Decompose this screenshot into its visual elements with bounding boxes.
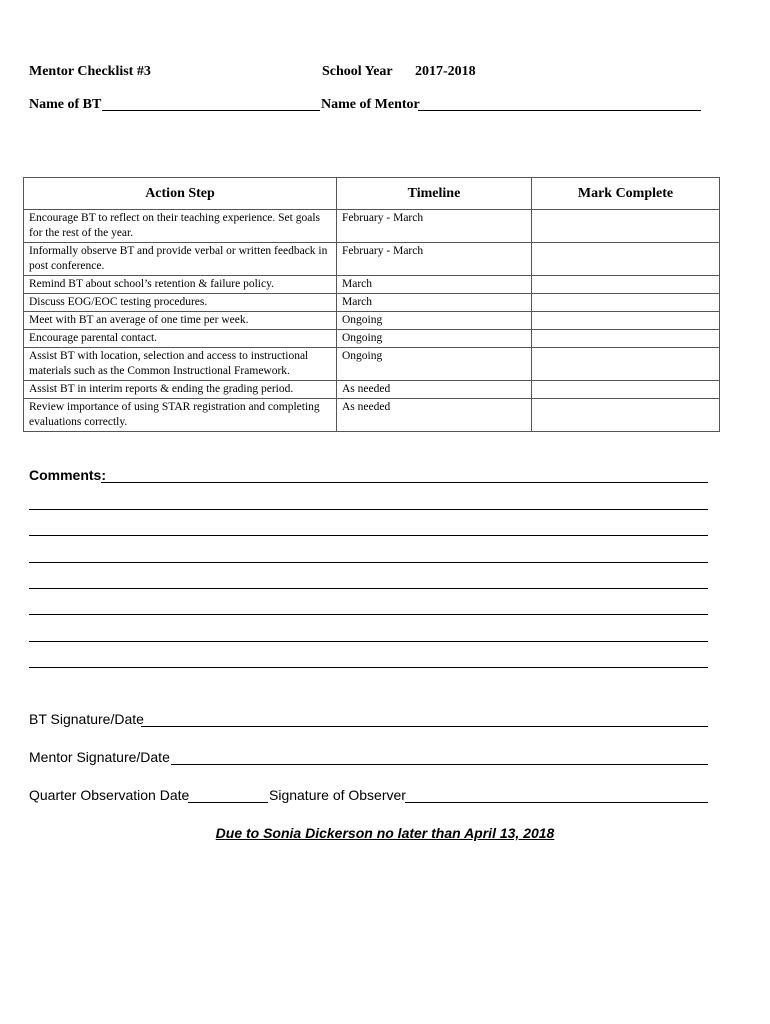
comments-line[interactable] <box>29 588 708 589</box>
mentor-name-label: Name of Mentor <box>321 97 420 112</box>
comments-line[interactable] <box>29 614 708 615</box>
bt-signature-field[interactable] <box>141 726 708 727</box>
action-cell: Encourage BT to reflect on their teaching experience. Set goals for the rest of the year. <box>24 210 337 243</box>
table-row <box>24 399 720 432</box>
mentor-name-field[interactable] <box>418 110 701 111</box>
action-cell: Assist BT with location, selection and access to instructional materials such as the Common Instructional Framework. <box>24 348 337 381</box>
mark-complete-cell[interactable] <box>532 243 720 276</box>
table-row <box>24 294 720 312</box>
due-notice: Due to Sonia Dickerson no later than April 13, 2018 <box>215 825 555 841</box>
column-header-mark-complete: Mark Complete <box>532 178 720 210</box>
table-row <box>24 312 720 330</box>
quarter-observation-date-field[interactable] <box>188 802 268 803</box>
column-header-timeline: Timeline <box>337 178 532 210</box>
mark-complete-cell[interactable] <box>532 381 720 399</box>
mentor-signature-field[interactable] <box>171 764 708 765</box>
bt-signature-label: BT Signature/Date <box>29 711 144 727</box>
mark-complete-cell[interactable] <box>532 276 720 294</box>
timeline-cell: February - March <box>337 243 532 276</box>
comments-line[interactable] <box>29 535 708 536</box>
table-row <box>24 381 720 399</box>
action-cell: Assist BT in interim reports & ending the grading period. <box>24 381 337 399</box>
comments-line[interactable] <box>29 667 708 668</box>
checklist-table <box>23 177 720 432</box>
table-row <box>24 330 720 348</box>
timeline-cell: As needed <box>337 399 532 432</box>
comments-label: Comments: <box>29 467 107 483</box>
timeline-cell: Ongoing <box>337 330 532 348</box>
observer-signature-label: Signature of Observer <box>269 787 406 803</box>
comments-line[interactable] <box>101 482 708 483</box>
school-year-value: 2017-2018 <box>415 64 476 79</box>
table-header-row <box>24 178 720 210</box>
comments-line[interactable] <box>29 562 708 563</box>
timeline-cell: March <box>337 276 532 294</box>
action-cell: Discuss EOG/EOC testing procedures. <box>24 294 337 312</box>
action-cell: Remind BT about school’s retention & failure policy. <box>24 276 337 294</box>
mark-complete-cell[interactable] <box>532 294 720 312</box>
table-row <box>24 210 720 243</box>
comments-line[interactable] <box>29 641 708 642</box>
action-cell: Informally observe BT and provide verbal or written feedback in post conference. <box>24 243 337 276</box>
table-row <box>24 348 720 381</box>
school-year-label: School Year <box>322 64 393 79</box>
mentor-signature-label: Mentor Signature/Date <box>29 749 170 765</box>
timeline-cell: February - March <box>337 210 532 243</box>
action-cell: Encourage parental contact. <box>24 330 337 348</box>
action-cell: Review importance of using STAR registration and completing evaluations correctly. <box>24 399 337 432</box>
action-cell: Meet with BT an average of one time per week. <box>24 312 337 330</box>
bt-name-label: Name of BT <box>29 97 102 112</box>
timeline-cell: Ongoing <box>337 312 532 330</box>
observer-signature-field[interactable] <box>405 802 708 803</box>
mark-complete-cell[interactable] <box>532 312 720 330</box>
timeline-cell: Ongoing <box>337 348 532 381</box>
bt-name-field[interactable] <box>102 110 320 111</box>
timeline-cell: As needed <box>337 381 532 399</box>
table-row <box>24 276 720 294</box>
comments-line[interactable] <box>29 509 708 510</box>
quarter-observation-label: Quarter Observation Date <box>29 787 190 803</box>
mark-complete-cell[interactable] <box>532 348 720 381</box>
table-row <box>24 243 720 276</box>
mark-complete-cell[interactable] <box>532 330 720 348</box>
timeline-cell: March <box>337 294 532 312</box>
mark-complete-cell[interactable] <box>532 399 720 432</box>
form-title: Mentor Checklist #3 <box>29 64 151 79</box>
column-header-action-step: Action Step <box>24 178 337 210</box>
mark-complete-cell[interactable] <box>532 210 720 243</box>
